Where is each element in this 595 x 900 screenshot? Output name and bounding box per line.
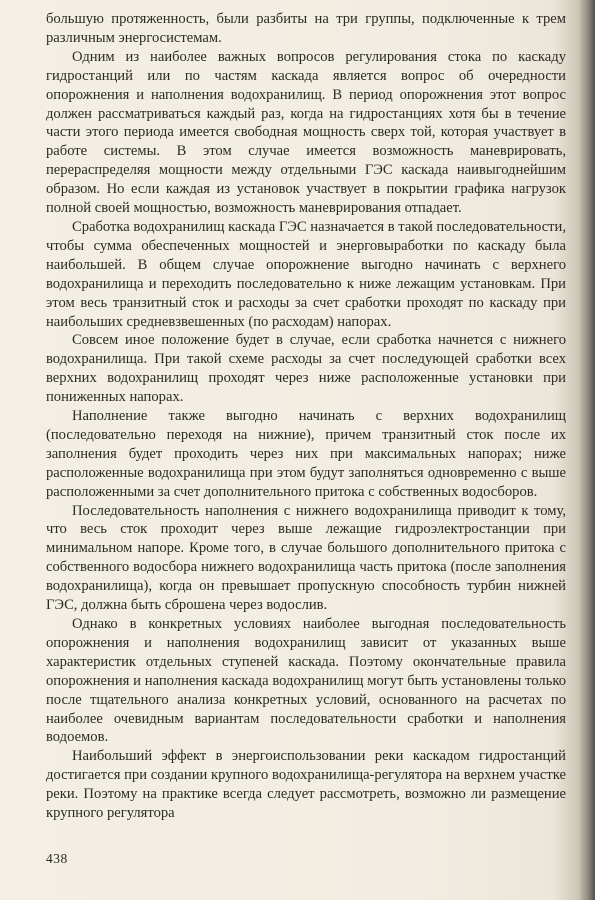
paragraph-drawdown-sequence: Сработка водохранилищ каскада ГЭС назначается в такой последовательности, чтобы сумма обеспеченных мощностей и энерговыработки по каскаду была наибольшей. В общем случае опорожнение выгодно начинать с верхнего водохранилища и переходить последовательно к ниже лежащим установкам. При этом весь транзитный сток и расходы за счет сработки проходят по каскаду при наибольших средневзвешенных (по расходам) напорах. — [46, 218, 567, 330]
paragraph-continuation: большую протяженность, были разбиты на три группы, подключенные к трем различным энергосистемам. — [46, 11, 566, 46]
paragraph-filling-upper: Наполнение также выгодно начинать с верхних водохранилищ (последовательно переходя на нижние), причем транзитный сток после их заполнения будет проходить через них при максимальных напорах; ниже расположенные водохранилища при этом будут заполняться одновременно с выше расположенными за счет дополнительного притока с собственных водосборов. — [46, 408, 566, 500]
spine-shadow — [579, 0, 595, 900]
paragraph-lower-drawdown: Совсем иное положение будет в случае, если сработка начнется с нижнего водохранилища. При такой схеме расходы за счет последующей сработки всех верхних водохранилищ проходят через ниже расположенные установки при пониженных напорах. — [46, 332, 566, 406]
paragraph-reservoir-order: Одним из наиболее важных вопросов регулирования стока по каскаду гидростанций или по частям каскада является вопрос об очередности опорожнения и наполнения водохранилищ. В период опорожнения этот вопрос должен рассматриваться каждый раз, когда на гидростанциях хотя бы в течение части этого периода имеется свободная мощность сверх той, которая участвует в работе системы. В этом случае имеется возможность маневрировать, перераспределяя мощности между отдельными ГЭС каскада наивыгоднейшим образом. Но если каждая из установок участвует в покрытии графика нагрузок полной своей мощностью, возможность маневрирования отпадает. — [46, 48, 566, 217]
paragraph-filling-lower: Последовательность наполнения с нижнего водохранилища приводит к тому, что весь сток проходит через выше лежащие гидроэлектростанции при минимальном напоре. Кроме того, в случае большого дополнительного притока с собственного водосбора нижнего водохранилища часть притока (после заполнения водохранилища), когда он превышает пропускную способность турбин нижней ГЭС, должна быть сброшена через водослив. — [46, 502, 566, 614]
paragraph-regulator: Наибольший эффект в энергоиспользовании реки каскадом гидростанций достигается при создании крупного водохранилища-регулятора на верхнем участке реки. Поэтому на практике всегда следует рассмотреть, возможно ли размещение крупного регулятора — [46, 748, 566, 822]
paragraph-final-rules: Однако в конкретных условиях наиболее выгодная последовательность опорожнения и наполнения водохранилищ зависит от указанных выше характеристик отдельных ступеней каскада. Поэтому окончательные правила опорожнения и наполнения каскада водохранилищ могут быть установлены только после тщательного анализа конкретных условий, основанного на расчетах по наиболее очевидным вариантам последовательности сработки и наполнения водоемов. — [46, 616, 566, 746]
body-text — [46, 10, 566, 823]
page-number: 438 — [46, 851, 68, 866]
